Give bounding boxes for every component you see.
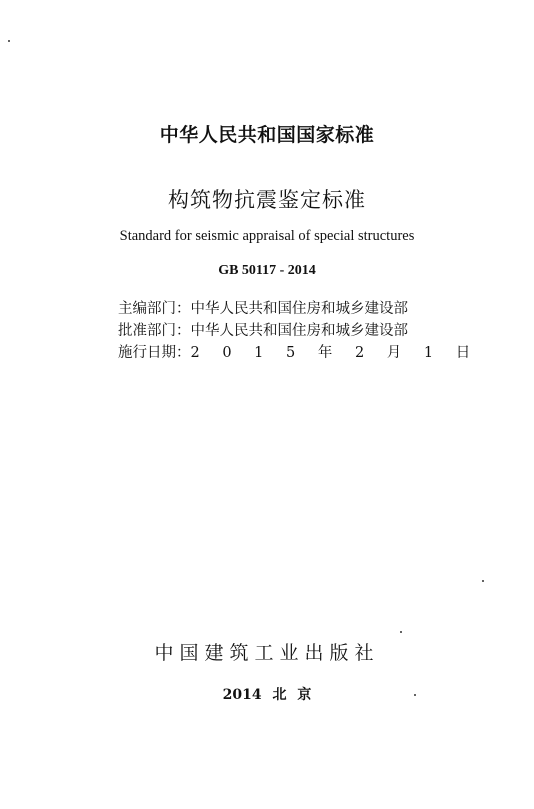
scan-speck: [400, 631, 402, 633]
national-standard-heading: 中华人民共和国国家标准: [159, 124, 375, 146]
standard-title-en: Standard for seismic appraisal of special structures: [119, 228, 415, 244]
standard-code: GB 50117 - 2014: [218, 263, 316, 278]
scan-speck: [8, 40, 10, 42]
effective-date-label: 施行日期：: [118, 345, 191, 361]
publication-year-place: 2014 北 京: [222, 687, 312, 703]
editor-line: 主编部门：中华人民共和国住房和城乡建设部: [118, 301, 408, 317]
effective-date-line: [118, 342, 480, 364]
standard-info-block: [118, 298, 480, 364]
publisher-name: 中国建筑工业出版社: [154, 642, 380, 664]
scan-speck: [482, 580, 484, 582]
effective-date-value: 2 0 1 5 年 2 月 1 日: [190, 345, 480, 361]
standard-title-cn: 构筑物抗震鉴定标准: [168, 188, 366, 212]
approver-line: 批准部门：中华人民共和国住房和城乡建设部: [118, 323, 408, 339]
